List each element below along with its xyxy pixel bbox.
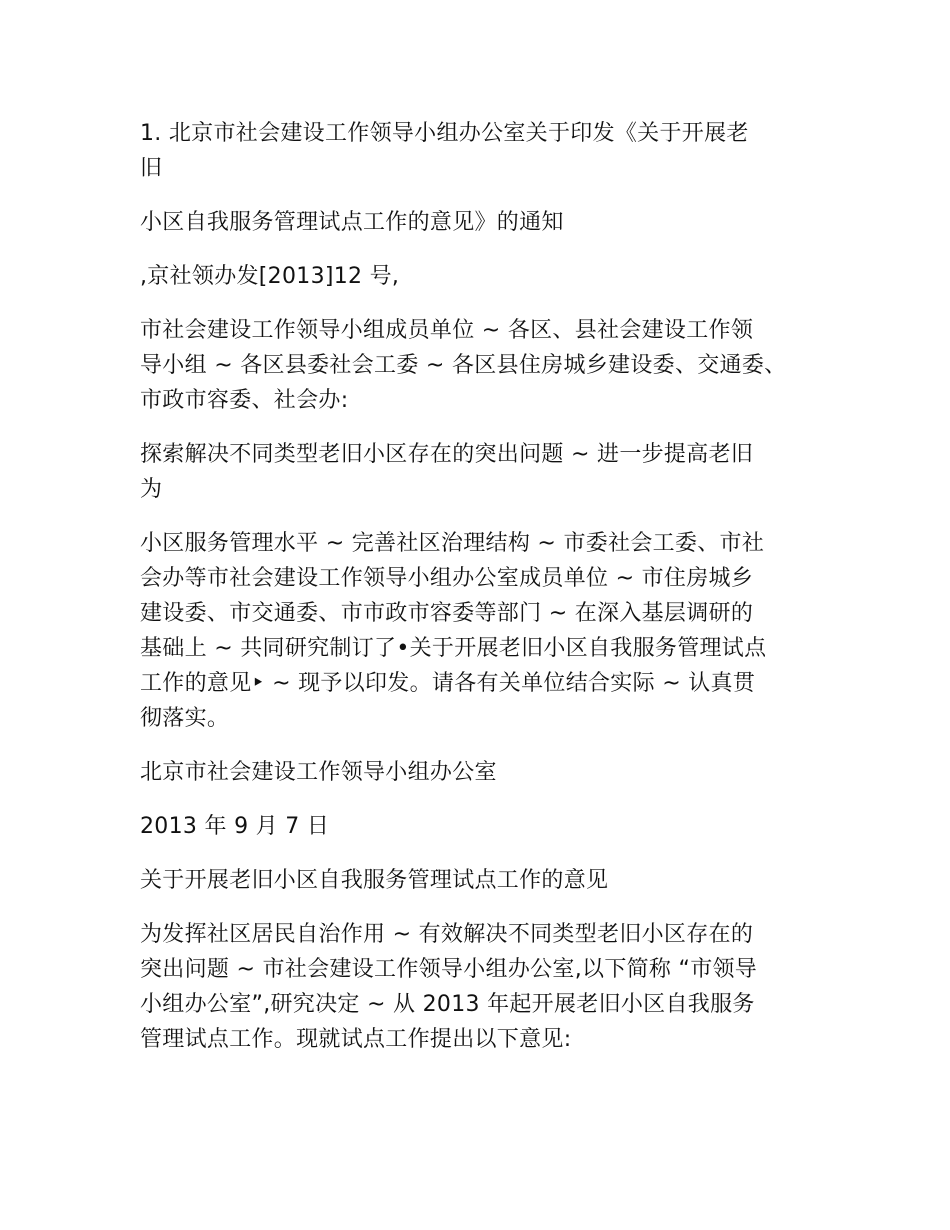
- issue-date: [140, 809, 820, 844]
- text-line: 工作的意见‣ ~ 现予以印发。请各有关单位结合实际 ~ 认真贯: [140, 671, 756, 696]
- text-line: 小区自我服务管理试点工作的意见》的通知: [140, 210, 564, 235]
- text-line: 市社会建设工作领导小组成员单位 ~ 各区、县社会建设工作领: [140, 318, 754, 343]
- text-line: 北京市社会建设工作领导小组办公室: [140, 760, 497, 785]
- text-line: 管理试点工作。现就试点工作提出以下意见:: [140, 1027, 572, 1052]
- text-line: 2013 年 9 月 7 日: [140, 814, 330, 839]
- text-line: 小组办公室”,研究决定 ~ 从 2013 年起开展老旧小区自我服务: [140, 992, 755, 1017]
- text-line: 市政市容委、社会办:: [140, 388, 349, 413]
- text-line: 关于开展老旧小区自我服务管理试点工作的意见: [140, 868, 609, 893]
- notice-title-continued: [140, 205, 820, 240]
- opinion-title: [140, 863, 820, 898]
- text-line: 彻落实。: [140, 706, 230, 731]
- text-line: 探索解决不同类型老旧小区存在的突出问题 ~ 进一步提高老旧: [140, 442, 754, 467]
- document-body: [140, 116, 820, 1076]
- notice-title: [140, 116, 820, 186]
- body-paragraph: [140, 917, 820, 1057]
- text-line: 1. 北京市社会建设工作领导小组办公室关于印发《关于开展老: [140, 121, 749, 146]
- body-paragraph: [140, 437, 820, 507]
- text-line: 建设委、市交通委、市市政市容委等部门 ~ 在深入基层调研的: [140, 601, 754, 626]
- issuer-signature: [140, 755, 820, 790]
- recipients: [140, 313, 820, 418]
- text-line: 会办等市社会建设工作领导小组办公室成员单位 ~ 市住房城乡: [140, 566, 754, 591]
- text-line: ,京社领办发[2013]12 号,: [140, 264, 400, 289]
- text-line: 小区服务管理水平 ~ 完善社区治理结构 ~ 市委社会工委、市社: [140, 531, 765, 556]
- body-paragraph: [140, 526, 820, 736]
- text-line: 基础上 ~ 共同研究制订了•关于开展老旧小区自我服务管理试点: [140, 636, 767, 661]
- text-line: 为发挥社区居民自治作用 ~ 有效解决不同类型老旧小区存在的: [140, 922, 754, 947]
- text-line: 导小组 ~ 各区县委社会工委 ~ 各区县住房城乡建设委、交通委、: [140, 353, 787, 378]
- text-line: 旧: [140, 156, 163, 181]
- document-number: [140, 259, 820, 294]
- text-line: 为: [140, 477, 163, 502]
- text-line: 突出问题 ~ 市社会建设工作领导小组办公室,以下简称 “市领导: [140, 957, 758, 982]
